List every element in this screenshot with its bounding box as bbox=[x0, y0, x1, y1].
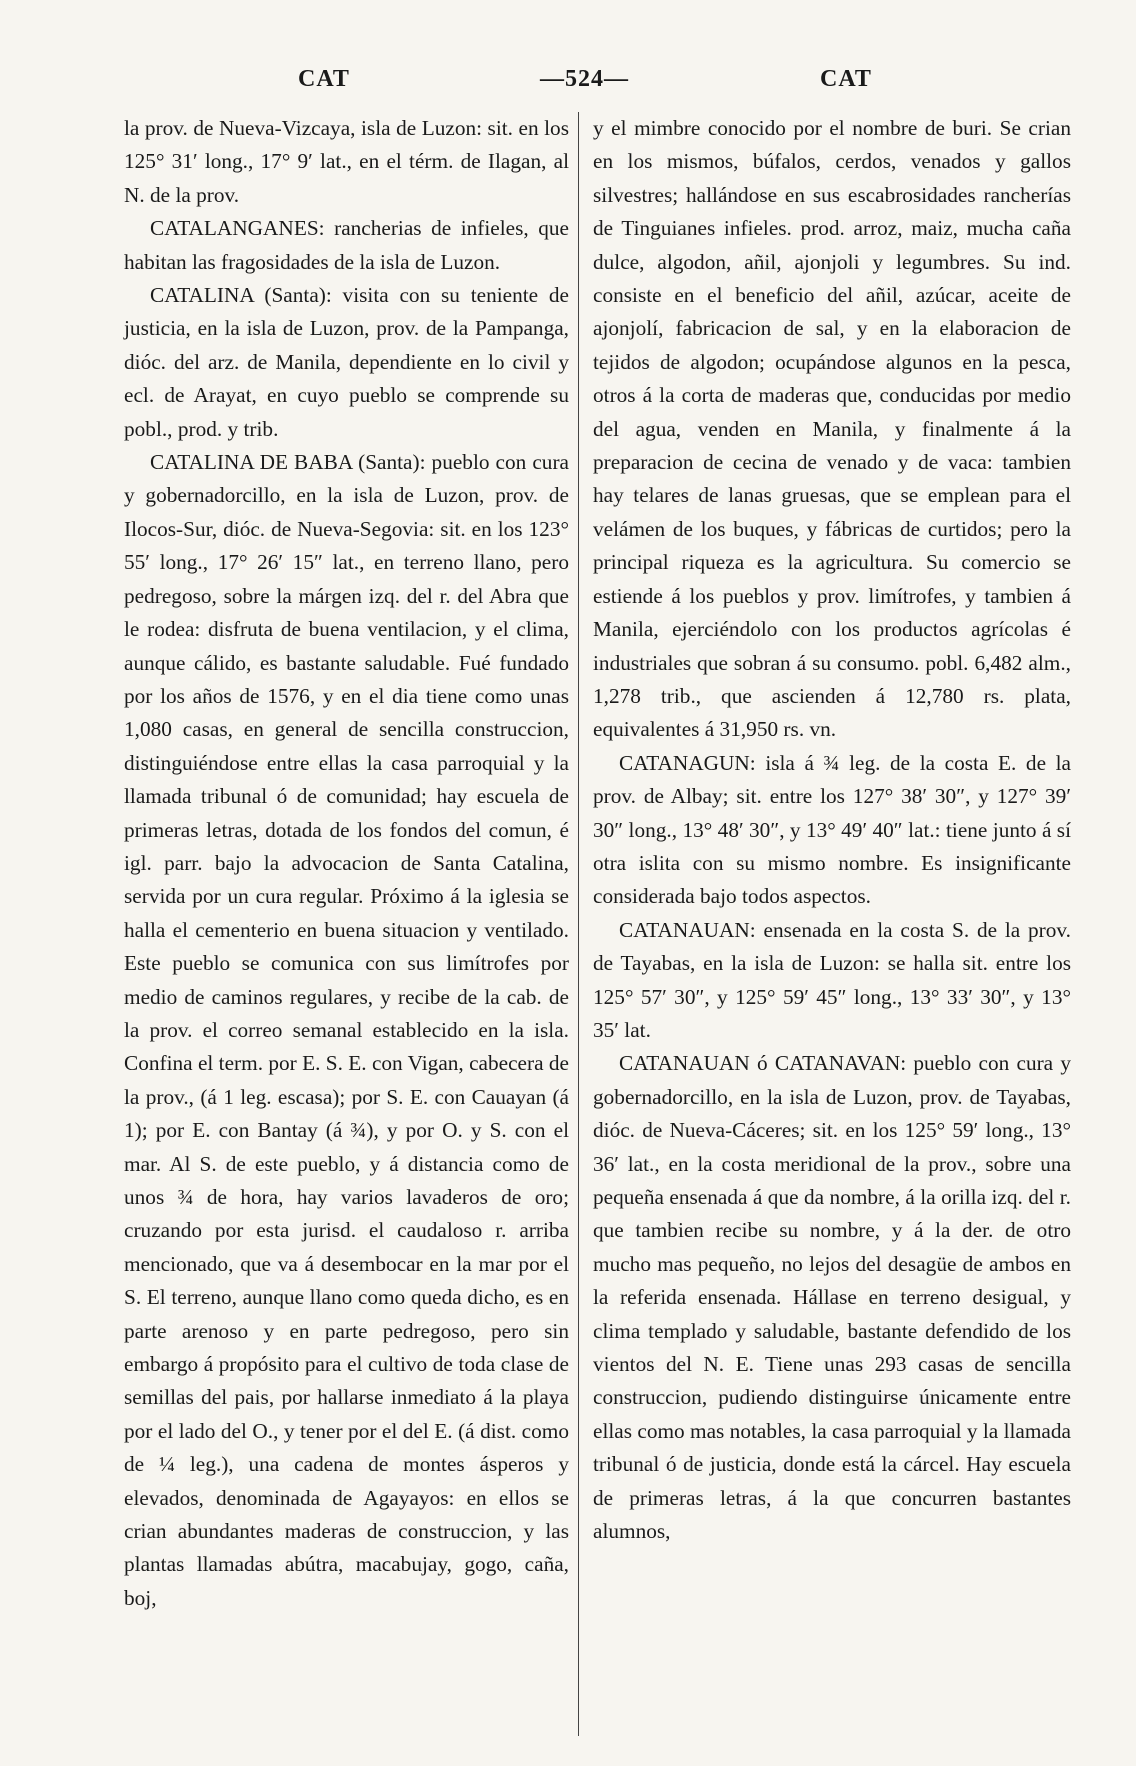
entry-paragraph: y el mimbre conocido por el nombre de buri. Se crian en los mismos, búfalos, cerdos, venados y gallos silvestres; hallándose en sus escabrosidades rancherías de Tinguianes infieles. prod. arroz, maiz, mucha caña dulce, algodon, añil, ajonjoli y legumbres. Su ind. consiste en el beneficio del añil, azúcar, aceite de ajonjolí, fabricacion de sal, y en la elaboracion de tejidos de algodon; ocupándose algunos en la pesca, otros á la corta de maderas que, conducidas por medio del agua, venden en Manila, y finalmente á la preparacion de cecina de venado y de vaca: tambien hay telares de lanas gruesas, que se emplean para el velámen de los buques, y fábricas de curtidos; pero la principal riqueza es la agricultura. Su comercio se estiende á los pueblos y prov. limítrofes, y tambien á Manila, ejerciéndolo con los productos agrícolas é industriales que sobran á su consumo. pobl. 6,482 alm., 1,278 trib., que ascienden á 12,780 rs. plata, equivalentes á 31,950 rs. vn. bbox=[593, 116, 1071, 742]
entry-paragraph: CATALINA (Santa): visita con su teniente de justicia, en la isla de Luzon, prov. de la Pampanga, dióc. del arz. de Manila, dependiente en lo civil y ecl. de Arayat, en cuyo pueblo se comprende su pobl., prod. y trib. bbox=[124, 283, 569, 441]
running-head-right: CAT bbox=[820, 66, 872, 92]
entry-paragraph: CATANAUAN ó CATANAVAN: pueblo con cura y gobernadorcillo, en la isla de Luzon, prov. de Tayabas, dióc. de Nueva-Cáceres; sit. en los 125° 59′ long., 13° 36′ lat., en la costa meridional de la prov., sobre una pequeña ensenada á que da nombre, á la orilla izq. del r. que tambien recibe su nombre, y á la der. de otro mucho mas pequeño, no lejos del desagüe de ambos en la referida ensenada. Hállase en terreno desigual, y clima templado y saludable, bastante defendido de los vientos del N. E. Tiene unas 293 casas de sencilla construccion, pudiendo distinguirse únicamente entre ellas como mas notables, la casa parroquial y la llamada tribunal ó de justicia, donde está la cárcel. Hay escuela de primeras letras, á la que concurren bastantes alumnos, bbox=[593, 1051, 1071, 1544]
running-head-left: CAT bbox=[298, 66, 350, 92]
page-number: —524— bbox=[540, 66, 629, 92]
entry-paragraph: la prov. de Nueva-Vizcaya, isla de Luzon: sit. en los 125° 31′ long., 17° 9′ lat., en el térm. de Ilagan, al N. de la prov. bbox=[124, 116, 569, 207]
column-divider bbox=[578, 112, 579, 1736]
left-column bbox=[124, 112, 569, 1615]
entry-paragraph: CATALANGANES: rancherias de infieles, que habitan las fragosidades de la isla de Luzon. bbox=[124, 216, 569, 274]
entry-paragraph: CATANAGUN: isla á ¾ leg. de la costa E. de la prov. de Albay; sit. entre los 127° 38′ 30″, y 127° 39′ 30″ long., 13° 48′ 30″, y 13° 49′ 40″ lat.: tiene junto á sí otra islita con su mismo nombre. Es insignificante considerada bajo todos aspectos. bbox=[593, 750, 1071, 909]
right-column bbox=[593, 112, 1071, 1548]
entry-paragraph: CATANAUAN: ensenada en la costa S. de la prov. de Tayabas, en la isla de Luzon: se halla sit. entre los 125° 57′ 30″, y 125° 59′ 45″ long., 13° 33′ 30″, y 13° 35′ lat. bbox=[593, 917, 1071, 1042]
entry-paragraph: CATALINA DE BABA (Santa): pueblo con cura y gobernadorcillo, en la isla de Luzon, prov. de Ilocos-Sur, dióc. de Nueva-Segovia: sit. en los 123° 55′ long., 17° 26′ 15″ lat., en terreno llano, pero pedregoso, sobre la márgen izq. del r. del Abra que le rodea: disfruta de buena ventilacion, y el clima, aunque cálido, es bastante saludable. Fué fundado por los años de 1576, y en el dia tiene como unas 1,080 casas, en general de sencilla construccion, distinguiéndose entre ellas la casa parroquial y la llamada tribunal ó de comunidad; hay escuela de primeras letras, dotada de los fondos del comun, é igl. parr. bajo la advocacion de Santa Catalina, servida por un cura regular. Próximo á la iglesia se halla el cementerio en buena situacion y ventilado. Este pueblo se comunica con sus limítrofes por medio de caminos regulares, y recibe de la cab. de la prov. el correo semanal establecido en la isla. Confina el term. por E. S. E. con Vigan, cabecera de la prov., (á 1 leg. escasa); por S. E. con Cauayan (á 1); por E. con Bantay (á ¾), y por O. y S. con el mar. Al S. de este pueblo, y á distancia como de unos ¾ de hora, hay varios lavaderos de oro; cruzando por esta jurisd. el caudaloso r. arriba mencionado, que va á desembocar en la mar por el S. El terreno, aunque llano como queda dicho, es en parte arenoso y en parte pedregoso, pero sin embargo á propósito para el cultivo de toda clase de semillas del pais, por hallarse inmediato á la playa por el lado del O., y tener por el del E. (á dist. como de ¼ leg.), una cadena de montes ásperos y elevados, denominada de Agayayos: en ellos se crian abundantes maderas de construccion, y las plantas llamadas abútra, macabujay, gogo, caña, boj, bbox=[124, 450, 569, 1610]
